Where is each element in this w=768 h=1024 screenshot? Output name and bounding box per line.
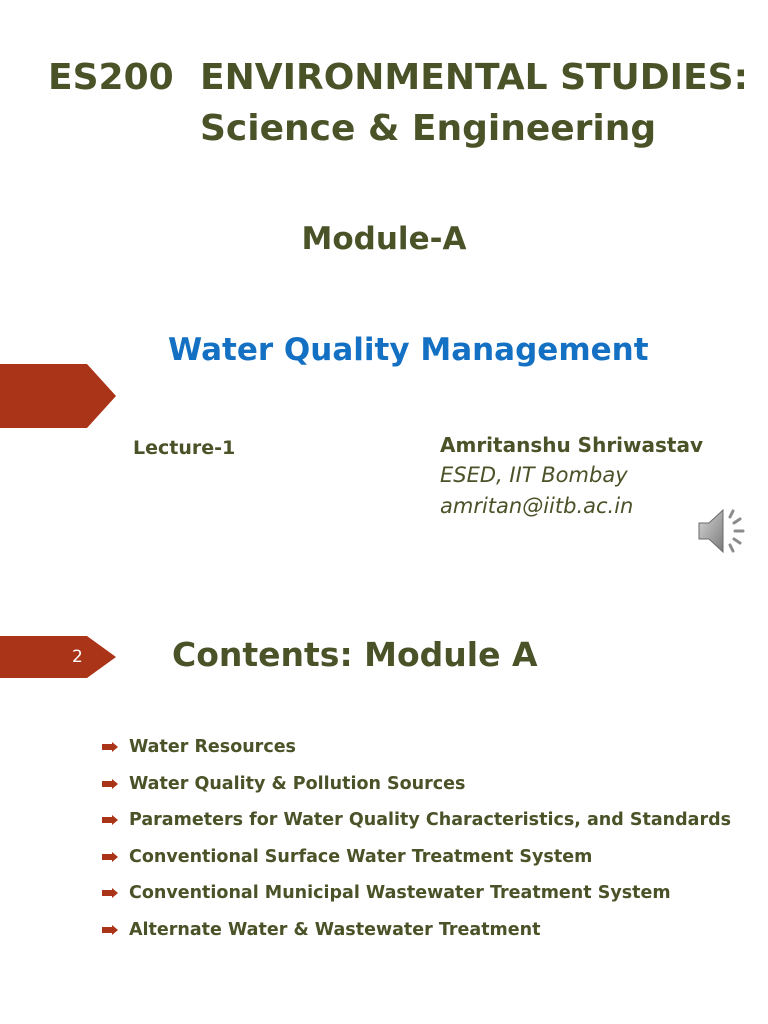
banner-arrow [0, 364, 116, 428]
author-block [440, 430, 703, 522]
arrow-bullet-icon [102, 852, 118, 862]
author-email[interactable]: amritan@iitb.ac.in [440, 494, 634, 518]
list-item [100, 807, 731, 844]
list-item [100, 880, 731, 917]
course-title-line-1: ENVIRONMENTAL STUDIES: [200, 57, 748, 98]
list-item [100, 734, 731, 771]
list-item-text: Water Resources [129, 737, 296, 757]
arrow-bullet-icon [102, 888, 118, 898]
arrow-bullet-icon [102, 742, 118, 752]
list-item-text: Water Quality & Pollution Sources [129, 773, 466, 794]
list-item [100, 771, 731, 808]
banner-arrow [0, 636, 116, 678]
speaker-icon[interactable] [697, 505, 751, 557]
arrow-bullet-icon [102, 815, 118, 825]
lecture-label: Lecture-1 [133, 437, 236, 459]
course-code: ES200 [48, 57, 174, 98]
contents-slide [0, 596, 768, 1024]
contents-list [100, 734, 731, 953]
arrow-bullet-icon [102, 779, 118, 789]
slide-number: 2 [72, 647, 83, 667]
list-item-text: Parameters for Water Quality Characteristics, and Standards [129, 810, 732, 830]
list-item [100, 844, 731, 881]
list-item-text: Conventional Municipal Wastewater Treatment System [129, 883, 671, 903]
list-item-text: Alternate Water & Wastewater Treatment [129, 919, 541, 940]
course-title-line-2: Science & Engineering [200, 108, 657, 149]
list-item [100, 917, 731, 954]
author-name: Amritanshu Shriwastav [440, 433, 704, 457]
arrow-bullet-icon [102, 925, 118, 935]
module-label: Module-A [301, 221, 467, 257]
author-affiliation: ESED, IIT Bombay [440, 463, 628, 487]
contents-title: Contents: Module A [172, 635, 538, 674]
list-item-text: Conventional Surface Water Treatment System [129, 846, 593, 867]
topic-title: Water Quality Management [168, 332, 649, 368]
